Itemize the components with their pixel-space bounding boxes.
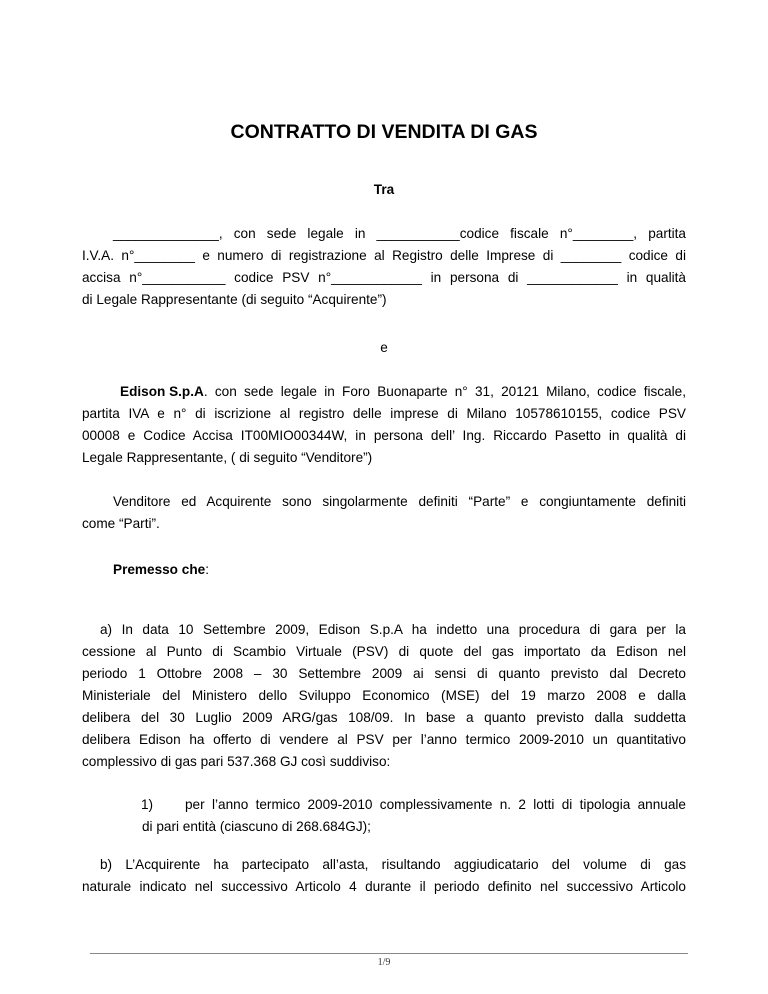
list-item-number: 1) <box>141 797 154 812</box>
premises-heading <box>113 562 686 578</box>
premise-a-line: complessivo di gas pari 537.368 GJ così suddiviso: <box>82 754 391 769</box>
seller-name: Edison S.p.A <box>120 384 204 399</box>
parties-line: come “Parti”. <box>82 516 160 531</box>
and-label: e <box>380 340 388 355</box>
premise-b-line: naturale indicato nel successivo Articolo 4 durante il periodo definito nel successivo Articolo <box>82 879 686 894</box>
between-label: Tra <box>373 182 395 197</box>
premise-a-line: cessione al Punto di Scambio Virtuale (PSV) di quote del gas importato da Edison nel <box>82 644 686 659</box>
buyer-line: di Legale Rappresentante (di seguito “Acquirente”) <box>82 292 387 307</box>
seller-line <box>120 384 686 400</box>
seller-line-text: . con sede legale in Foro Buonaparte n° 31, 20121 Milano, codice fiscale, <box>203 384 686 399</box>
premise-a-line: delibera del 30 Luglio 2009 ARG/gas 108/09. In base a quanto previsto dalla suddetta <box>82 710 686 725</box>
buyer-line: I.V.A. n°________ e numero di registrazione al Registro delle Imprese di ________ codice di <box>82 248 686 263</box>
premises-heading-text: Premesso che <box>113 562 206 577</box>
list-item-line: di pari entità (ciascuno di 268.684GJ); <box>142 819 371 834</box>
premise-a-line: periodo 1 Ottobre 2008 – 30 Settembre 2009 ai sensi di quanto previsto dal Decreto <box>82 666 686 681</box>
footer-divider <box>90 953 688 954</box>
premise-a-line: a) In data 10 Settembre 2009, Edison S.p.A ha indetto una procedura di gara per la <box>100 622 686 637</box>
premise-a-line: Ministeriale del Ministero dello Sviluppo Economico (MSE) del 19 marzo 2008 e dalla <box>82 688 686 703</box>
premise-b-line: b) L’Acquirente ha partecipato all’asta, risultando aggiudicatario del volume di gas <box>100 857 686 872</box>
buyer-line: ______________, con sede legale in ___________codice fiscale n°________, partita <box>113 226 686 241</box>
premise-a-line: delibera Edison ha offerto di vendere al PSV per l’anno termico 2009-2010 un quantitativo <box>82 732 686 747</box>
page-number: 1/9 <box>377 957 391 968</box>
list-item-line: per l’anno termico 2009-2010 complessivamente n. 2 lotti di tipologia annuale <box>185 797 686 812</box>
document-title: CONTRATTO DI VENDITA DI GAS <box>230 121 538 143</box>
seller-line: partita IVA e n° di iscrizione al registro delle imprese di Milano 10578610155, codice PSV <box>82 406 686 421</box>
seller-line: Legale Rappresentante, ( di seguito “Venditore”) <box>82 450 373 465</box>
parties-line: Venditore ed Acquirente sono singolarmente definiti “Parte” e congiuntamente definiti <box>113 494 686 509</box>
seller-line: 00008 e Codice Accisa IT00MIO00344W, in persona dell’ Ing. Riccardo Pasetto in qualità di <box>82 428 686 443</box>
buyer-line: accisa n°___________ codice PSV n°____________ in persona di ____________ in qualità <box>82 270 686 285</box>
premises-colon: : <box>205 562 209 577</box>
